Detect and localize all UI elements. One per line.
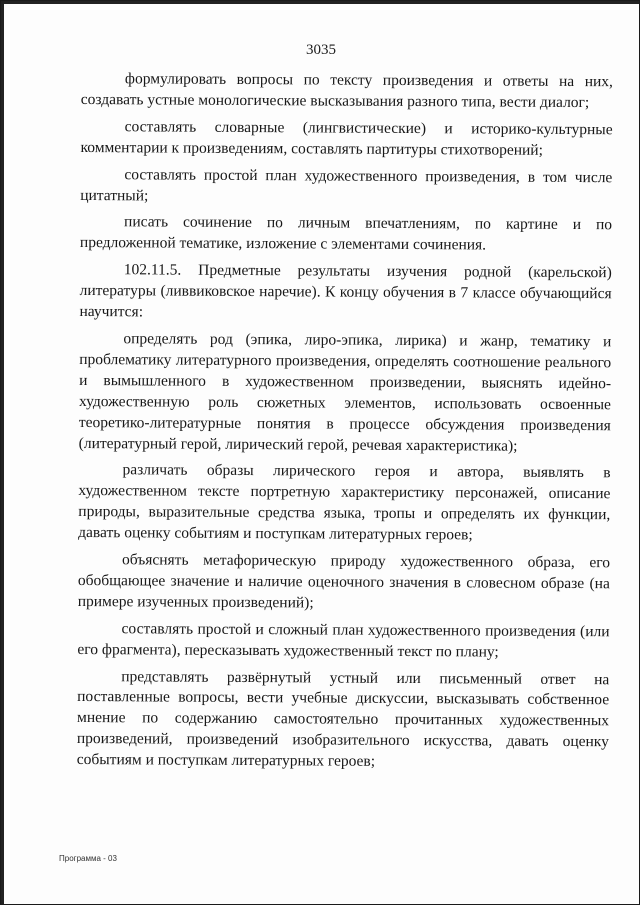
paragraph-7: различать образы лирического героя и автора, выявлять в художественном тексте портретную характеристику персонажей, описание природы, выразительные средства языка, тропы и определять их функции, давать оценку событиям и поступкам литературных героев; <box>78 461 611 544</box>
paragraph-3: составлять простой план художественного произведения, в том числе цитатный; <box>80 165 613 204</box>
paragraph-8: объяснять метафорическую природу художественного образа, его обобщающее значение и наличие оценочного значения в словесном образе (на примере изученных произведений); <box>77 551 611 612</box>
paragraph-10: представлять развёрнутый устный или письменный ответ на поставленные вопросы, вести учебные дискуссии, высказывать собственное мнение по содержанию самостоятельно прочитанных художественных произведений, произведений изобразительного искусства, давать оценку событиям и поступкам литературных героев; <box>76 667 610 770</box>
page-number: 3035 <box>306 42 336 58</box>
body-text <box>77 69 613 780</box>
paragraph-5: 102.11.5. Предметные результаты изучения родной (карельской) литературы (ливвиковское наречие). К концу обучения в 7 классе обучающийся научится: <box>79 261 612 321</box>
paragraph-6: определять род (эпика, лиро-эпика, лирика) и жанр, тематику и проблематику литературного произведения, определять соотношение реального и вымышленного в художественном произведении, выяснять идейно-художественную роль сюжетных элементов, использовать освоенные теоретико-литературные понятия в процессе обсуждения произведения (литературный герой, лирический герой, речевая характеристика); <box>78 330 612 455</box>
paragraph-4: писать сочинение по личным впечатлениям, по картине и по предложенной тематике, изложение с элементами сочинения. <box>79 213 613 254</box>
paragraph-1: формулировать вопросы по тексту произведения и ответы на них, создавать устные монологические высказывания разного типа, вести диалог; <box>80 70 613 112</box>
scan-edge-left <box>1 1 4 904</box>
paragraph-9: составлять простой и сложный план художественного произведения (или его фрагмента), пересказывать художественный текст по плану; <box>77 620 610 661</box>
paragraph-2: составлять словарные (лингвистические) и историко-культурные комментарии к произведениям, составлять партитуры стихотворений; <box>80 118 613 159</box>
scan-edge-top <box>1 1 639 4</box>
footer-label: Программа - 03 <box>59 854 117 863</box>
